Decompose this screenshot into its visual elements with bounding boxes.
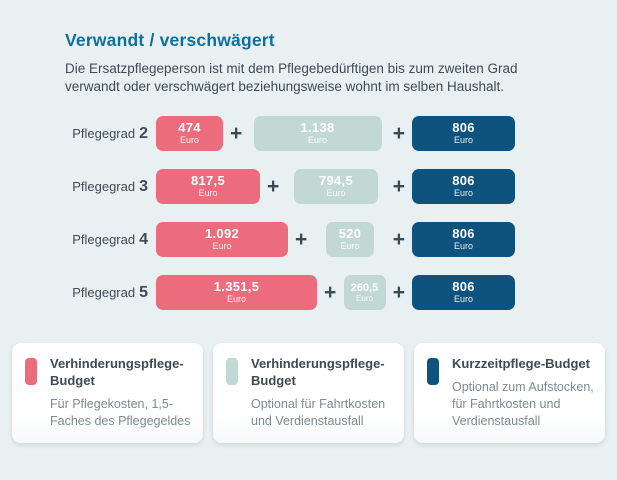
bar-value: 794,5 xyxy=(318,173,354,188)
row-label xyxy=(0,125,156,143)
legend-card-title: Kurzzeitpflege-Budget xyxy=(452,356,590,372)
bar-value: 806 xyxy=(452,226,475,241)
row-label xyxy=(0,178,156,196)
row-label-grade: 2 xyxy=(139,124,148,142)
bar-value: 1.351,5 xyxy=(213,279,260,294)
bar-unit: Euro xyxy=(453,135,473,146)
bar-unit: Euro xyxy=(340,241,360,252)
middle-section xyxy=(317,275,412,310)
verhinderungspflege-optional-bar xyxy=(294,169,378,204)
bar-unit: Euro xyxy=(453,241,473,252)
page-title: Verwandt / verschwägert xyxy=(65,30,275,50)
legend-card xyxy=(213,343,404,443)
verhinderungspflege-optional-bar xyxy=(344,275,386,310)
legend-card-text xyxy=(251,356,394,430)
verhinderungspflege-bar xyxy=(156,116,223,151)
plus-icon: + xyxy=(392,228,405,252)
bar-unit: Euro xyxy=(198,188,218,199)
kurzzeitpflege-bar xyxy=(412,222,515,257)
budget-chart xyxy=(0,116,617,310)
bar-unit: Euro xyxy=(326,188,346,199)
row-label-text: Pflegegrad xyxy=(72,284,136,300)
bar-value: 817,5 xyxy=(190,173,226,188)
legend-card-body: Optional zum Aufstocken, für Fahrtkosten und Verdienstausfall xyxy=(452,379,594,429)
bar-value: 474 xyxy=(178,120,201,135)
verhinderungspflege-bar xyxy=(156,222,288,257)
plus-icon: + xyxy=(295,228,308,252)
chart-row xyxy=(0,169,515,204)
legend-card-title: Verhinderungspflege-Budget xyxy=(50,356,184,388)
legend-card-body: Für Pflegekosten, 1,5-Faches des Pflegegeldes xyxy=(50,396,191,429)
bar-value: 1.092 xyxy=(204,226,240,241)
legend-card-text xyxy=(452,356,595,431)
bar-value: 260,5 xyxy=(350,281,379,294)
kurzzeitpflege-bar xyxy=(412,275,515,310)
color-chip-icon xyxy=(25,358,37,385)
row-label-grade: 4 xyxy=(139,230,148,248)
bar-unit: Euro xyxy=(453,188,473,199)
bar-unit: Euro xyxy=(307,135,327,146)
row-label xyxy=(0,231,156,249)
color-chip-icon xyxy=(226,358,238,385)
row-label-grade: 3 xyxy=(139,177,148,195)
row-label xyxy=(0,284,156,302)
verhinderungspflege-bar xyxy=(156,275,317,310)
chart-row xyxy=(0,116,515,151)
middle-section xyxy=(288,222,412,257)
plus-icon: + xyxy=(392,175,405,199)
plus-icon: + xyxy=(392,122,405,146)
bar-value: 806 xyxy=(452,120,475,135)
color-chip-icon xyxy=(427,358,439,385)
bar-unit: Euro xyxy=(212,241,232,252)
header xyxy=(0,0,617,95)
page-description: Die Ersatzpflegeperson ist mit dem Pflegebedürftigen bis zum zweiten Grad verwandt oder verschwägert beziehungsweise wohnt im selben Haushalt. xyxy=(65,61,518,94)
plus-icon: + xyxy=(392,281,405,305)
legend-card-title: Verhinderungspflege-Budget xyxy=(251,356,385,388)
kurzzeitpflege-bar xyxy=(412,116,515,151)
bar-value: 1.138 xyxy=(300,120,335,135)
bar-value: 806 xyxy=(452,279,475,294)
plus-icon: + xyxy=(230,122,243,146)
plus-icon: + xyxy=(324,281,337,305)
middle-section xyxy=(223,116,412,151)
kurzzeitpflege-bar xyxy=(412,169,515,204)
legend-card-body: Optional für Fahrtkosten und Verdienstausfall xyxy=(251,396,386,429)
row-label-text: Pflegegrad xyxy=(72,178,136,194)
chart-row xyxy=(0,275,515,310)
chart-row xyxy=(0,222,515,257)
verhinderungspflege-optional-bar xyxy=(326,222,374,257)
bar-unit: Euro xyxy=(179,135,199,146)
row-label-text: Pflegegrad xyxy=(72,231,136,247)
bar-unit: Euro xyxy=(356,293,373,303)
legend-card-text xyxy=(50,356,193,430)
plus-icon: + xyxy=(267,175,280,199)
legend-card xyxy=(414,343,605,443)
bar-value: 520 xyxy=(338,226,362,241)
legend-card xyxy=(12,343,203,443)
verhinderungspflege-optional-bar xyxy=(254,116,382,151)
row-label-text: Pflegegrad xyxy=(72,125,136,141)
row-label-grade: 5 xyxy=(139,283,148,301)
bar-value: 806 xyxy=(452,173,475,188)
legend xyxy=(0,343,617,443)
bar-unit: Euro xyxy=(453,294,473,305)
verhinderungspflege-bar xyxy=(156,169,260,204)
bar-unit: Euro xyxy=(226,294,246,305)
middle-section xyxy=(260,169,412,204)
